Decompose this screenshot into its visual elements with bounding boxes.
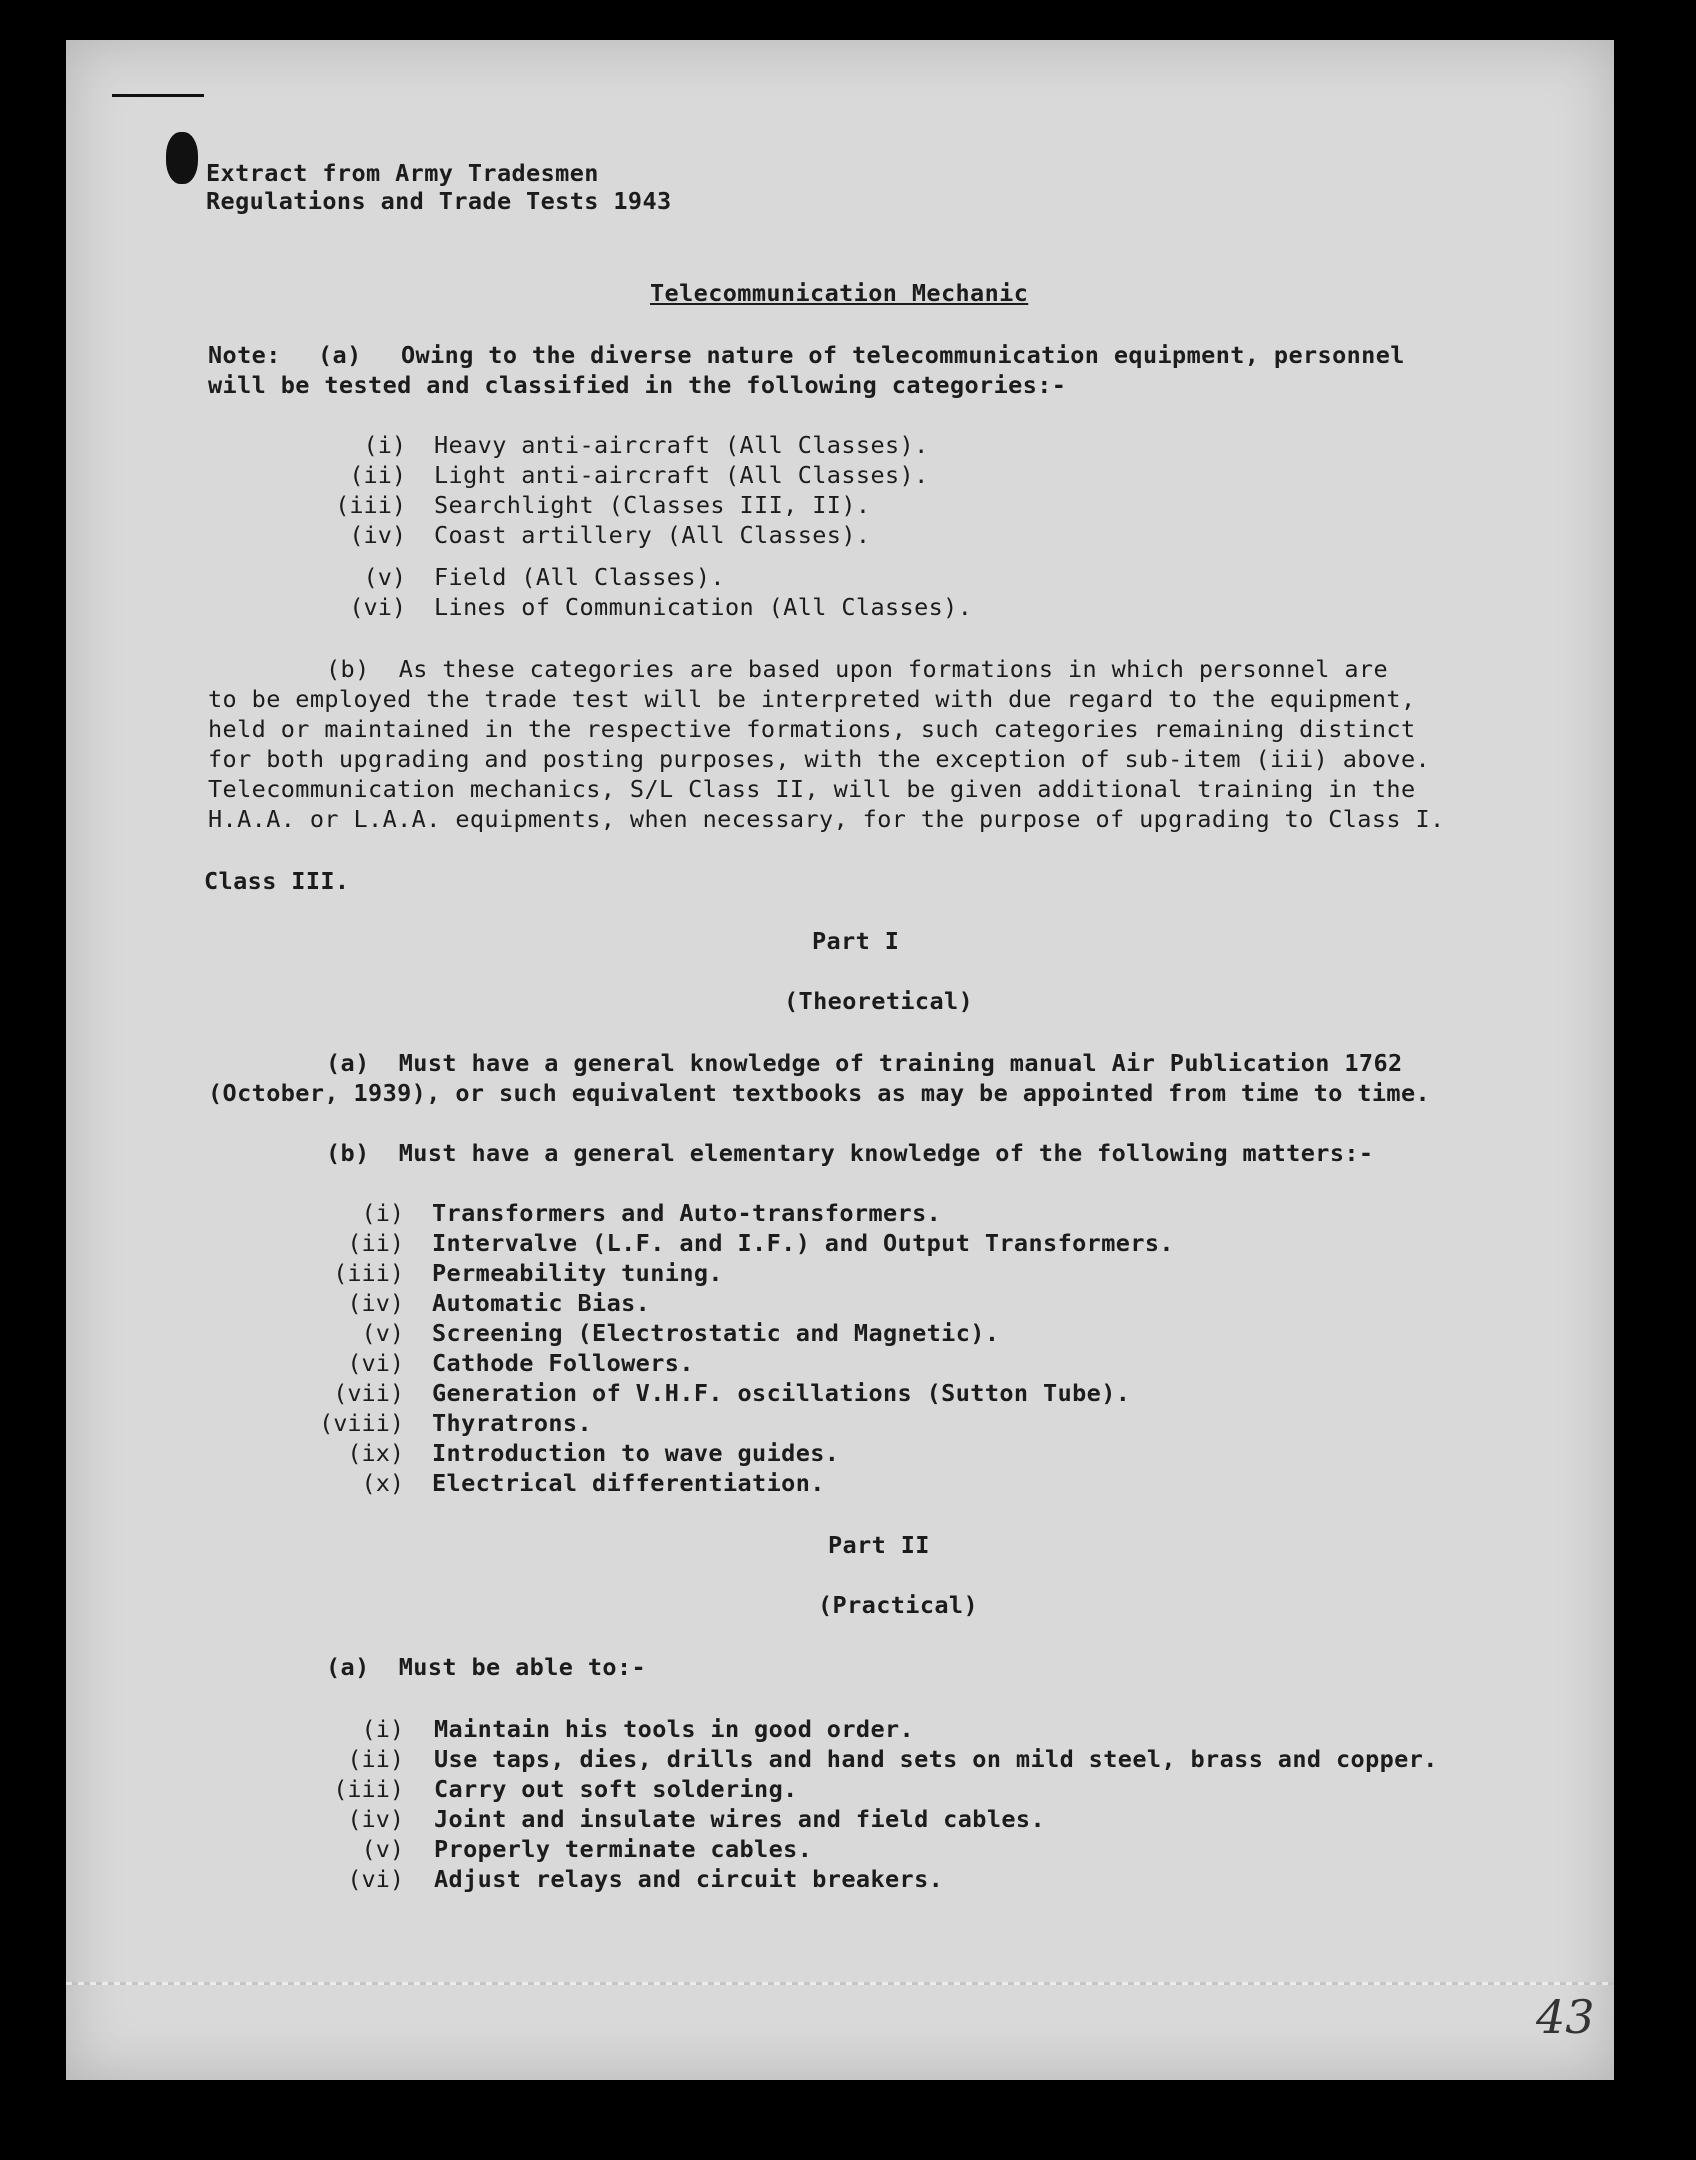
- theory-item-text: Intervalve (L.F. and I.F.) and Output Transformers.: [432, 1229, 1174, 1257]
- note-b-line: held or maintained in the respective formations, such categories remaining distinct: [208, 715, 1416, 743]
- practical-item-text: Adjust relays and circuit breakers.: [434, 1865, 944, 1893]
- note-label: Note:: [208, 341, 281, 369]
- theory-item-num: (ix): [347, 1439, 404, 1467]
- part-1-subtitle: (Theoretical): [784, 987, 974, 1015]
- note-b-line: Telecommunication mechanics, S/L Class II, will be given additional training in the: [208, 775, 1416, 803]
- part-2-subtitle: (Practical): [818, 1591, 979, 1619]
- theory-item-text: Introduction to wave guides.: [432, 1439, 840, 1467]
- category-text: Coast artillery (All Classes).: [434, 521, 871, 549]
- category-num: (i): [363, 431, 406, 459]
- practical-item-num: (vi): [347, 1865, 404, 1893]
- ink-dash-mark: [112, 94, 204, 97]
- note-b-line: H.A.A. or L.A.A. equipments, when necessary, for the purpose of upgrading to Class I.: [208, 805, 1445, 833]
- practical-item-text: Joint and insulate wires and field cables.: [434, 1805, 1046, 1833]
- part-1-a-line-2: (October, 1939), or such equivalent textbooks as may be appointed from time to time.: [208, 1079, 1431, 1107]
- theory-item-num: (iii): [333, 1259, 404, 1287]
- part-1-a-line-1: (a) Must have a general knowledge of training manual Air Publication 1762: [326, 1049, 1403, 1077]
- theory-item-text: Generation of V.H.F. oscillations (Sutton Tube).: [432, 1379, 1131, 1407]
- practical-item-text: Properly terminate cables.: [434, 1835, 813, 1863]
- part-2-a-line: (a) Must be able to:-: [326, 1653, 647, 1681]
- category-num: (v): [363, 563, 406, 591]
- category-num: (iii): [335, 491, 406, 519]
- theory-item-text: Transformers and Auto-transformers.: [432, 1199, 942, 1227]
- note-a-label: (a): [318, 341, 362, 369]
- theory-item-text: Automatic Bias.: [432, 1289, 651, 1317]
- category-num: (iv): [349, 521, 406, 549]
- note-b-line: (b) As these categories are based upon formations in which personnel are: [326, 655, 1389, 683]
- theory-item-num: (vi): [347, 1349, 404, 1377]
- category-num: (vi): [349, 593, 406, 621]
- note-a-line-1: Owing to the diverse nature of telecommunication equipment, personnel: [401, 341, 1405, 369]
- practical-item-num: (iv): [347, 1805, 404, 1833]
- category-text: Searchlight (Classes III, II).: [434, 491, 871, 519]
- theory-item-num: (ii): [347, 1229, 404, 1257]
- theory-item-num: (vii): [333, 1379, 404, 1407]
- ink-blot-mark: [166, 132, 198, 184]
- practical-item-num: (iii): [333, 1775, 404, 1803]
- category-text: Field (All Classes).: [434, 563, 725, 591]
- part-2-title: Part II: [828, 1531, 930, 1559]
- theory-item-text: Screening (Electrostatic and Magnetic).: [432, 1319, 1000, 1347]
- document-title: Telecommunication Mechanic: [650, 279, 1029, 307]
- theory-item-num: (viii): [319, 1409, 404, 1437]
- category-num: (ii): [349, 461, 406, 489]
- category-text: Heavy anti-aircraft (All Classes).: [434, 431, 929, 459]
- theory-item-text: Cathode Followers.: [432, 1349, 694, 1377]
- theory-item-text: Electrical differentiation.: [432, 1469, 825, 1497]
- practical-item-num: (ii): [347, 1745, 404, 1773]
- category-text: Light anti-aircraft (All Classes).: [434, 461, 929, 489]
- practical-item-text: Carry out soft soldering.: [434, 1775, 798, 1803]
- theory-item-text: Permeability tuning.: [432, 1259, 723, 1287]
- theory-item-num: (i): [361, 1199, 404, 1227]
- practical-item-num: (v): [361, 1835, 404, 1863]
- scan-seam-line: [66, 1982, 1614, 1985]
- theory-item-num: (iv): [347, 1289, 404, 1317]
- handwritten-page-number: 43: [1536, 1990, 1595, 2044]
- document-page: [66, 40, 1614, 2080]
- practical-item-text: Maintain his tools in good order.: [434, 1715, 915, 1743]
- header-line-2: Regulations and Trade Tests 1943: [206, 187, 672, 215]
- theory-item-text: Thyratrons.: [432, 1409, 593, 1437]
- theory-item-num: (x): [361, 1469, 404, 1497]
- header-line-1: Extract from Army Tradesmen: [206, 159, 599, 187]
- class-heading: Class III.: [204, 867, 350, 895]
- note-b-line: to be employed the trade test will be interpreted with due regard to the equipment,: [208, 685, 1416, 713]
- category-text: Lines of Communication (All Classes).: [434, 593, 973, 621]
- note-b-line: for both upgrading and posting purposes, with the exception of sub-item (iii) above.: [208, 745, 1431, 773]
- part-1-b-line: (b) Must have a general elementary knowledge of the following matters:-: [326, 1139, 1374, 1167]
- theory-item-num: (v): [361, 1319, 404, 1347]
- part-1-title: Part I: [812, 927, 900, 955]
- note-a-line-2: will be tested and classified in the following categories:-: [208, 371, 1067, 399]
- practical-item-num: (i): [361, 1715, 404, 1743]
- practical-item-text: Use taps, dies, drills and hand sets on mild steel, brass and copper.: [434, 1745, 1438, 1773]
